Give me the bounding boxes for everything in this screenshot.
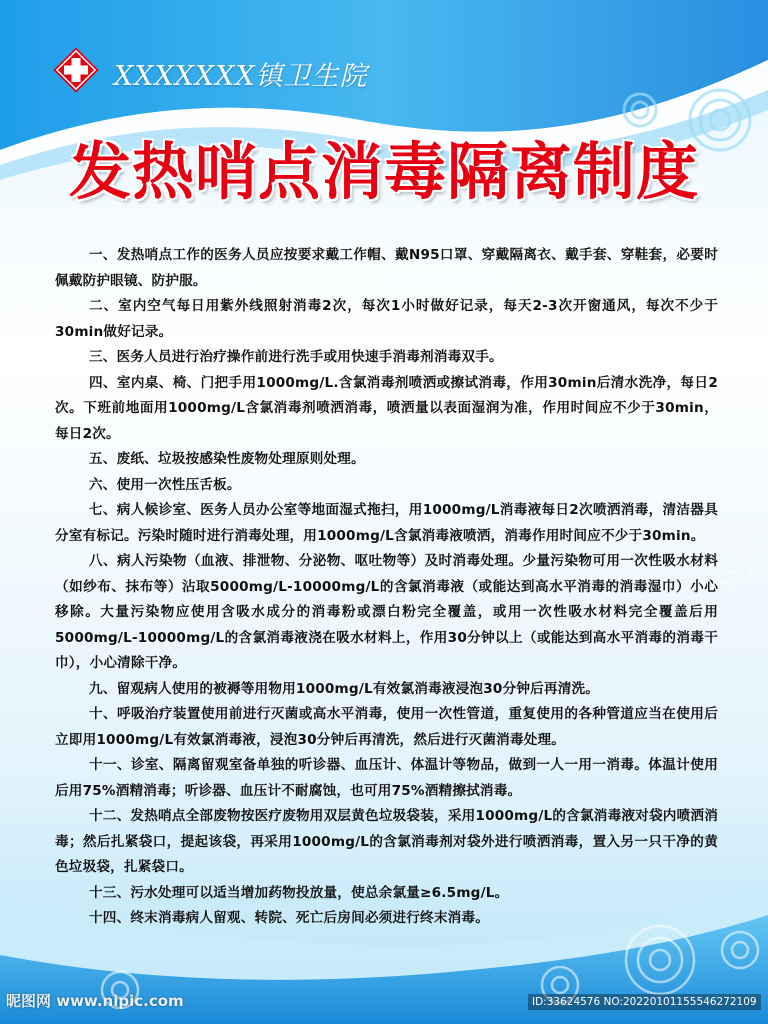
id-watermark: ID:33624576 NO:20220101155546272109 [528,994,761,1010]
header [0,0,768,120]
rule-item: 十、呼吸治疗装置使用前进行灭菌或高水平消毒，使用一次性管道，重复使用的各种管道应当在使用后立即用1000mg/L有效氯消毒液，浸泡30分钟后再清洗，然后进行灭菌消毒处理。 [55,706,718,748]
rule-item: 二、室内空气每日用紫外线照射消毒2次，每次1小时做好记录，每天2-3次开窗通风，每次不少于30min做好记录。 [55,298,718,340]
rule-item: 十四、终末消毒病人留观、转院、死亡后房间必须进行终末消毒。 [89,910,490,926]
organization-name: XXXXXXX镇卫生院 [114,61,368,92]
rule-item: 九、留观病人使用的被褥等用物用1000mg/L有效氯消毒液浸泡30分钟后再清洗。 [89,680,600,697]
rule-item: 十二、发热哨点全部废物按医疗废物用双层黄色垃圾袋装，采用1000mg/L的含氯消毒液对袋内喷洒消毒；然后扎紧袋口，提起该袋，再采用1000mg/L的含氯消毒剂对袋外进行喷洒消毒，置入另一只干净的黄色垃圾袋，扎紧袋口。 [55,808,718,875]
rule-item: 十一、诊室、隔离留观室备单独的听诊器、血压计、体温计等物品，做到一人一用一消毒。体温计使用后用75%酒精消毒；听诊器、血压计不耐腐蚀，也可用75%酒精擦拭消毒。 [55,757,718,799]
rule-item: 五、废纸、垃圾按感染性废物处理原则处理。 [89,451,365,467]
rule-item: 十三、污水处理可以适当增加药物投放量，使总余氯量≥6.5mg/L。 [89,884,509,901]
rule-item: 三、医务人员进行治疗操作前进行洗手或用快速手消毒剂消毒双手。 [89,349,503,365]
rule-item: 八、病人污染物（血液、排泄物、分泌物、呕吐物等）及时消毒处理。少量污染物可用一次性吸水材料（如纱布、抹布等）沾取5000mg/L-10000mg/L的含氯消毒液（或能达到高水平消毒的消毒湿巾）小心移除。大量污染物应使用含吸水成分的消毒粉或漂白粉完全覆盖，或用一次性吸水材料完全覆盖后用5000mg/L-10000mg/L的含氯消毒液浇在吸水材料上，作用30分钟以上（或能达到高水平消毒的消毒干巾），小心清除干净。 [55,553,718,671]
page-title: 发热哨点消毒隔离制度 [68,135,699,208]
rule-item: 七、病人候诊室、医务人员办公室等地面湿式拖扫，用1000mg/L消毒液每日2次喷洒消毒，清洁器具分室有标记。污染时随时进行消毒处理，用1000mg/L含氯消毒液喷洒，消毒作用时间应不少于30min。 [55,502,718,544]
rule-item: 四、室内桌、椅、门把手用1000mg/L.含氯消毒剂喷洒或擦试消毒，作用30min后清水洗净，每日2次。下班前地面用1000mg/L含氯消毒剂喷洒消毒，喷洒量以表面湿润为准，作用时间应不少于30min，每日2次。 [55,374,718,442]
rule-item: 六、使用一次性压舌板。 [89,476,241,493]
rules-list [55,243,718,932]
red-cross-logo-icon [50,44,102,96]
rule-item: 一、发热哨点工作的医务人员应按要求戴工作帽、戴N95口罩、穿戴隔离衣、戴手套、穿鞋套，必要时佩戴防护眼镜、防护服。 [55,247,718,289]
site-watermark: 昵图网 www.nipic.com [6,992,184,1010]
